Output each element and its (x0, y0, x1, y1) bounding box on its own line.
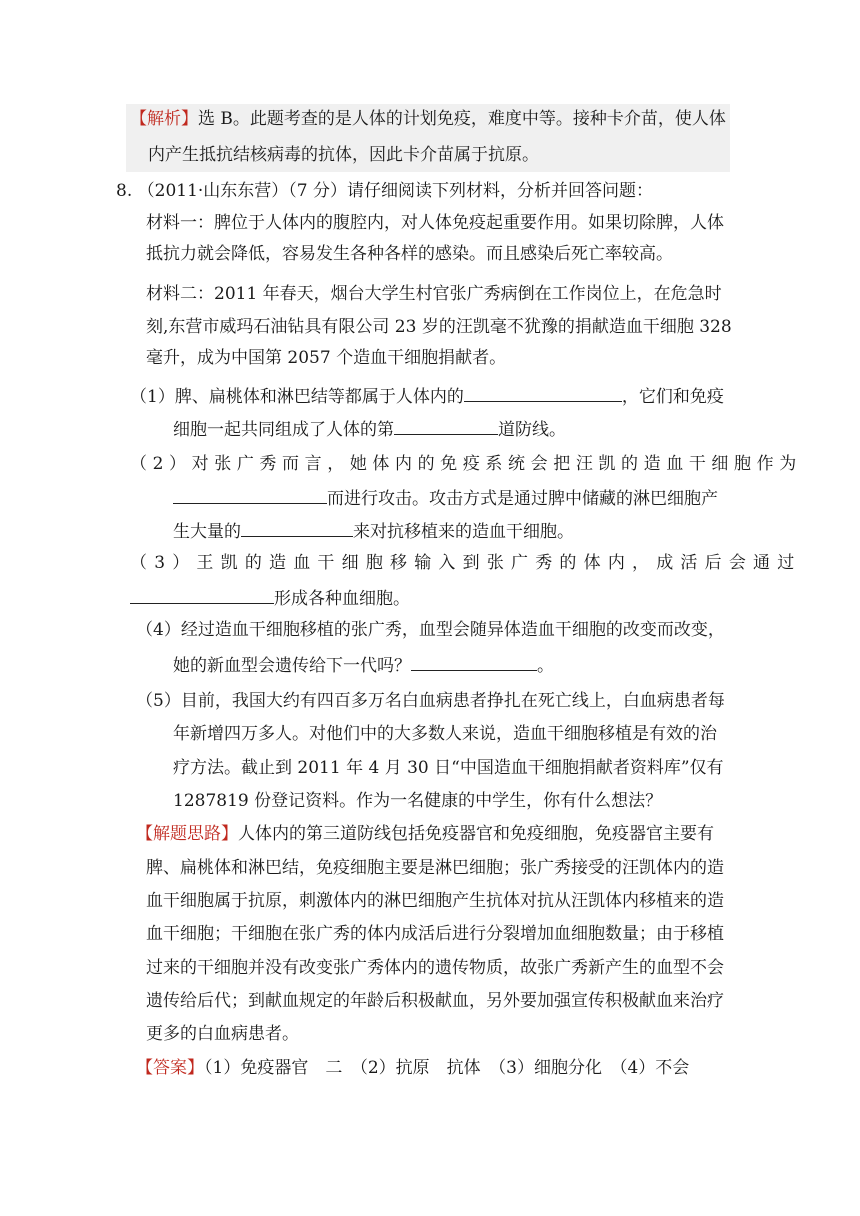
solution-line: 血干细胞；干细胞在张广秀的体内成活后进行分裂增加血细胞数量；由于移植 (146, 924, 724, 944)
q3-line-1: （3）王凯的造血干细胞移输入到张广秀的体内，成活后会通过 (130, 553, 802, 573)
q1-line-2: 细胞一起共同组成了人体的第 道防线。 (173, 416, 566, 442)
solution-line: 遗传给后代；到献血规定的年龄后积极献血，另外要加强宣传积极献血来治疗 (146, 991, 724, 1011)
q5-line: 1287819 份登记资料。作为一名健康的中学生，你有什么想法？ (173, 791, 663, 811)
q1-blank-1 (464, 383, 622, 402)
q5-line: 疗方法。截止到 2011 年 4 月 30 日“中国造血干细胞捐献者资料库”仅有 (173, 758, 724, 778)
q3-blank-1 (130, 585, 274, 604)
q2-line-2: 而进行攻击。攻击方式是通过脾中储藏的淋巴细胞产 (173, 485, 718, 511)
material2-line: 毫升，成为中国第 2057 个造血干细胞捐献者。 (146, 348, 507, 368)
q5-line: （5）目前，我国大约有四百多万名白血病患者挣扎在死亡线上，白血病患者每 (136, 691, 725, 711)
q1-line-1: （1）脾、扁桃体和淋巴结等都属于人体内的 ，它们和免疫 (130, 383, 724, 409)
q3-line-2: 形成各种血细胞。 (130, 585, 410, 611)
answer-line: 【答案】（1）免疫器官 二 （2）抗原 抗体 （3）细胞分化 （4）不会 (136, 1058, 690, 1078)
q2-blank-1 (173, 485, 327, 504)
q2-line-1: （2）对张广秀而言，她体内的免疫系统会把汪凯的造血干细胞作为 (130, 454, 802, 474)
material2-line: 刻,东营市威玛石油钻具有限公司 23 岁的汪凯毫不犹豫的捐献造血干细胞 328 (146, 317, 732, 337)
q4-line-2: 她的新血型会遗传给下一代吗？ 。 (173, 652, 554, 678)
question-header: 8. （2011·山东东营）（7 分）请仔细阅读下列材料，分析并回答问题： (116, 181, 654, 201)
solution-line: 更多的白血病患者。 (146, 1024, 299, 1044)
solution-line: 血干细胞属于抗原，刺激体内的淋巴细胞产生抗体对抗从汪凯体内移植来的造 (146, 891, 724, 911)
solution-tag: 【解题思路】 (136, 824, 238, 844)
q4-blank-1 (411, 652, 537, 671)
solution-line: 脾、扁桃体和淋巴结，免疫细胞主要是淋巴细胞；张广秀接受的汪凯体内的造 (146, 858, 724, 878)
q5-line: 年新增四万多人。对他们中的大多数人来说，造血干细胞移植是有效的治 (173, 724, 717, 744)
material1-line: 材料一：脾位于人体内的腹腔内，对人体免疫起重要作用。如果切除脾，人体 (146, 213, 724, 233)
solution-line-1: 【解题思路】人体内的第三道防线包括免疫器官和免疫细胞，免疫器官主要有 (136, 824, 714, 844)
q2-line-3: 生大量的 来对抗移植来的造血干细胞。 (173, 518, 574, 544)
analysis-line-1: 【解析】选 B。此题考查的是人体的计划免疫，难度中等。接种卡介苗，使人体 (130, 109, 726, 129)
q4-line-1: （4）经过造血干细胞移植的张广秀，血型会随异体造血干细胞的改变而改变， (136, 620, 725, 640)
q1-blank-2 (394, 416, 498, 435)
q2-blank-2 (241, 518, 353, 537)
analysis-tag: 【解析】 (130, 109, 198, 129)
analysis-line-2: 内产生抵抗结核病毒的抗体，因此卡介苗属于抗原。 (148, 145, 539, 165)
material1-line: 抵抗力就会降低，容易发生各种各样的感染。而且感染后死亡率较高。 (146, 244, 673, 264)
material2-line: 材料二：2011 年春天，烟台大学生村官张广秀病倒在工作岗位上，在危急时 (146, 284, 722, 304)
solution-line: 过来的干细胞并没有改变张广秀体内的遗传物质，故张广秀新产生的血型不会 (146, 958, 724, 978)
answer-tag: 【答案】 (136, 1058, 204, 1078)
